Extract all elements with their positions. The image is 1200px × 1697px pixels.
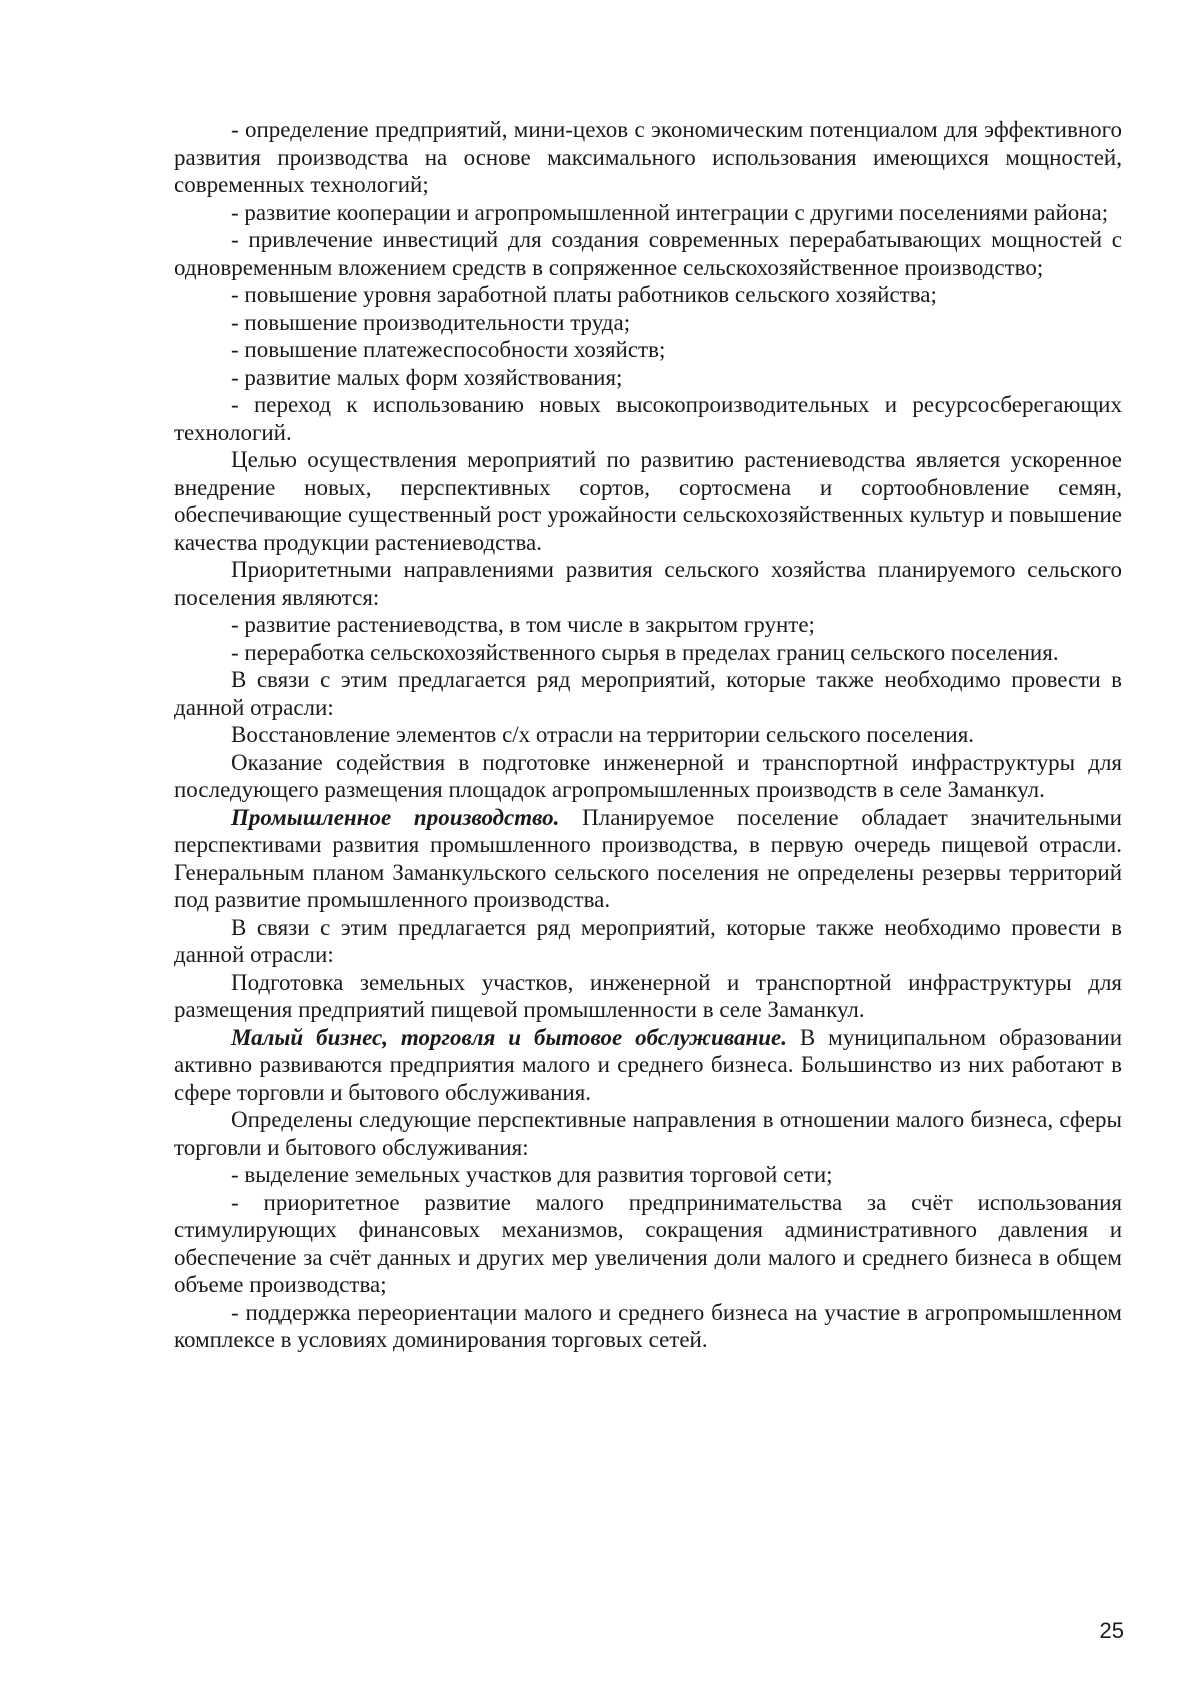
paragraph: Приоритетными направлениями развития сельского хозяйства планируемого сельского поселения являются: [174, 557, 1122, 610]
body-text [174, 116, 1122, 1354]
paragraph: - развитие кооперации и агропромышленной интеграции с другими поселениями района; [231, 199, 1109, 225]
paragraph: - переработка сельскохозяйственного сырья в пределах границ сельского поселения. [231, 639, 1059, 665]
paragraph: В связи с этим предлагается ряд мероприятий, которые также необходимо провести в данной отрасли: [174, 667, 1122, 720]
paragraph: Целью осуществления мероприятий по развитию растениеводства является ускоренное внедрение новых, перспективных сортов, сортосмена и сортообновление семян, обеспечивающие существенный рост урожайности сельскохозяйственных культур и повышение качества продукции растениеводства. [174, 447, 1122, 555]
paragraph: Оказание содействия в подготовке инженерной и транспортной инфраструктуры для последующего размещения площадок агропромышленных производств в селе Заманкул. [174, 749, 1122, 802]
paragraph: Восстановление элементов с/х отрасли на территории сельского поселения. [231, 722, 975, 747]
paragraph: - привлечение инвестиций для создания современных перерабатывающих мощностей с одновременным вложением средств в сопряженное сельскохозяйственное производство; [174, 227, 1122, 280]
page-number: 25 [1099, 1618, 1124, 1643]
business-paragraph [174, 1024, 1122, 1107]
paragraph: - приоритетное развитие малого предпринимательства за счёт использования стимулирующих финансовых механизмов, сокращения административного давления и обеспечение за счёт данных и других мер увеличения доли малого и среднего бизнеса в общем объеме производства; [174, 1189, 1122, 1297]
paragraph: - переход к использованию новых высокопроизводительных и ресурсосберегающих технологий. [174, 392, 1122, 445]
industry-paragraph [174, 804, 1122, 914]
business-text: В муниципальном образовании активно развиваются предприятия малого и среднего бизнеса. Большинство из них работают в сфере торговли и бытового обслуживания. [174, 1024, 1122, 1105]
paragraph: В связи с этим предлагается ряд мероприятий, которые также необходимо провести в данной отрасли: [174, 914, 1122, 967]
paragraph: Определены следующие перспективные направления в отношении малого бизнеса, сферы торговли и бытового обслуживания: [174, 1107, 1122, 1160]
paragraph: - поддержка переориентации малого и среднего бизнеса на участие в агропромышленном комплексе в условиях доминирования торговых сетей. [174, 1299, 1122, 1352]
paragraph: - повышение платежеспособности хозяйств; [231, 337, 666, 362]
paragraph: - определение предприятий, мини-цехов с экономическим потенциалом для эффективного развития производства на основе максимального использования имеющихся мощностей, современных технологий; [174, 117, 1122, 197]
industry-heading: Промышленное производство. [231, 804, 560, 830]
business-heading: Малый бизнес, торговля и бытовое обслуживание. [231, 1024, 787, 1050]
industry-text: Планируемое поселение обладает значительными перспективами развития промышленного производства, в первую очередь пищевой отрасли. Генеральным планом Заманкульского сельского поселения не определены резервы территорий под развитие промышленного производства. [174, 804, 1122, 912]
paragraph: - повышение производительности труда; [231, 309, 631, 335]
paragraph: - развитие малых форм хозяйствования; [231, 364, 623, 390]
paragraph: - развитие растениеводства, в том числе в закрытом грунте; [231, 612, 815, 637]
paragraph: - выделение земельных участков для развития торговой сети; [231, 1162, 833, 1187]
paragraph: Подготовка земельных участков, инженерной и транспортной инфраструктуры для размещения предприятий пищевой промышленности в селе Заманкул. [174, 969, 1122, 1022]
paragraph: - повышение уровня заработной платы работников сельского хозяйства; [231, 282, 937, 307]
